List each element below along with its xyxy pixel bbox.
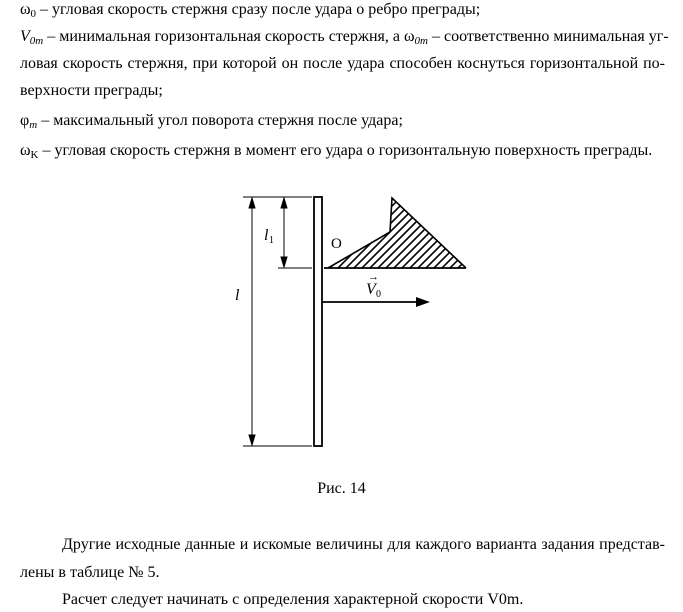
- obstacle-hatched: [320, 198, 536, 278]
- definition-v0m-text-b: – соответственно минимальная уг-: [427, 28, 669, 45]
- subscript-omega0: 0: [30, 8, 37, 20]
- dimension-l1: [278, 197, 312, 268]
- label-v-arrow: →: [368, 271, 379, 283]
- subscript-omegak: K: [30, 149, 39, 161]
- label-v-sub: 0: [376, 289, 381, 300]
- rod: [314, 197, 322, 446]
- definition-omegak-text: – угловая скорость стержня в момент его удара о горизонтальную поверхность преграды.: [38, 142, 653, 159]
- paragraph-2: Расчет следует начинать с определения характерной скорости V0m.: [62, 591, 524, 608]
- label-l: l: [235, 287, 240, 304]
- symbol-phim: φ: [20, 112, 30, 129]
- label-v: V: [366, 281, 376, 298]
- definition-phim-text: – максимальный угол поворота стержня после удара;: [37, 112, 403, 129]
- definition-omega0-text: – угловая скорость стержня сразу после удара о ребро преграды;: [36, 1, 481, 18]
- label-o: O: [331, 236, 342, 252]
- dimension-l: [243, 197, 312, 446]
- definition-v0m-text-a: – минимальная горизонтальная скорость стержня, а ω: [43, 28, 415, 45]
- subscript-phim: m: [29, 119, 38, 131]
- subscript-v0m: 0m: [29, 35, 44, 47]
- figure-caption: Рис. 14: [317, 480, 366, 497]
- symbol-omega0: ω: [20, 1, 31, 18]
- subscript-omega0m: 0m: [414, 35, 428, 47]
- paragraph-1-line2: лены в таблице № 5.: [20, 564, 160, 581]
- paragraph-1-line1: Другие исходные данные и искомые величины для каждого варианта задания представ-: [62, 536, 665, 553]
- definition-v0m-line3: верхности преграды;: [20, 82, 163, 99]
- definition-v0m-line2: ловая скорость стержня, при которой он после удара способен коснуться горизонтальной по-: [20, 55, 665, 72]
- symbol-omegak: ω: [20, 142, 31, 159]
- label-l1-sub: 1: [269, 235, 274, 246]
- symbol-v0m: V: [20, 28, 30, 45]
- label-l1: l: [264, 227, 269, 244]
